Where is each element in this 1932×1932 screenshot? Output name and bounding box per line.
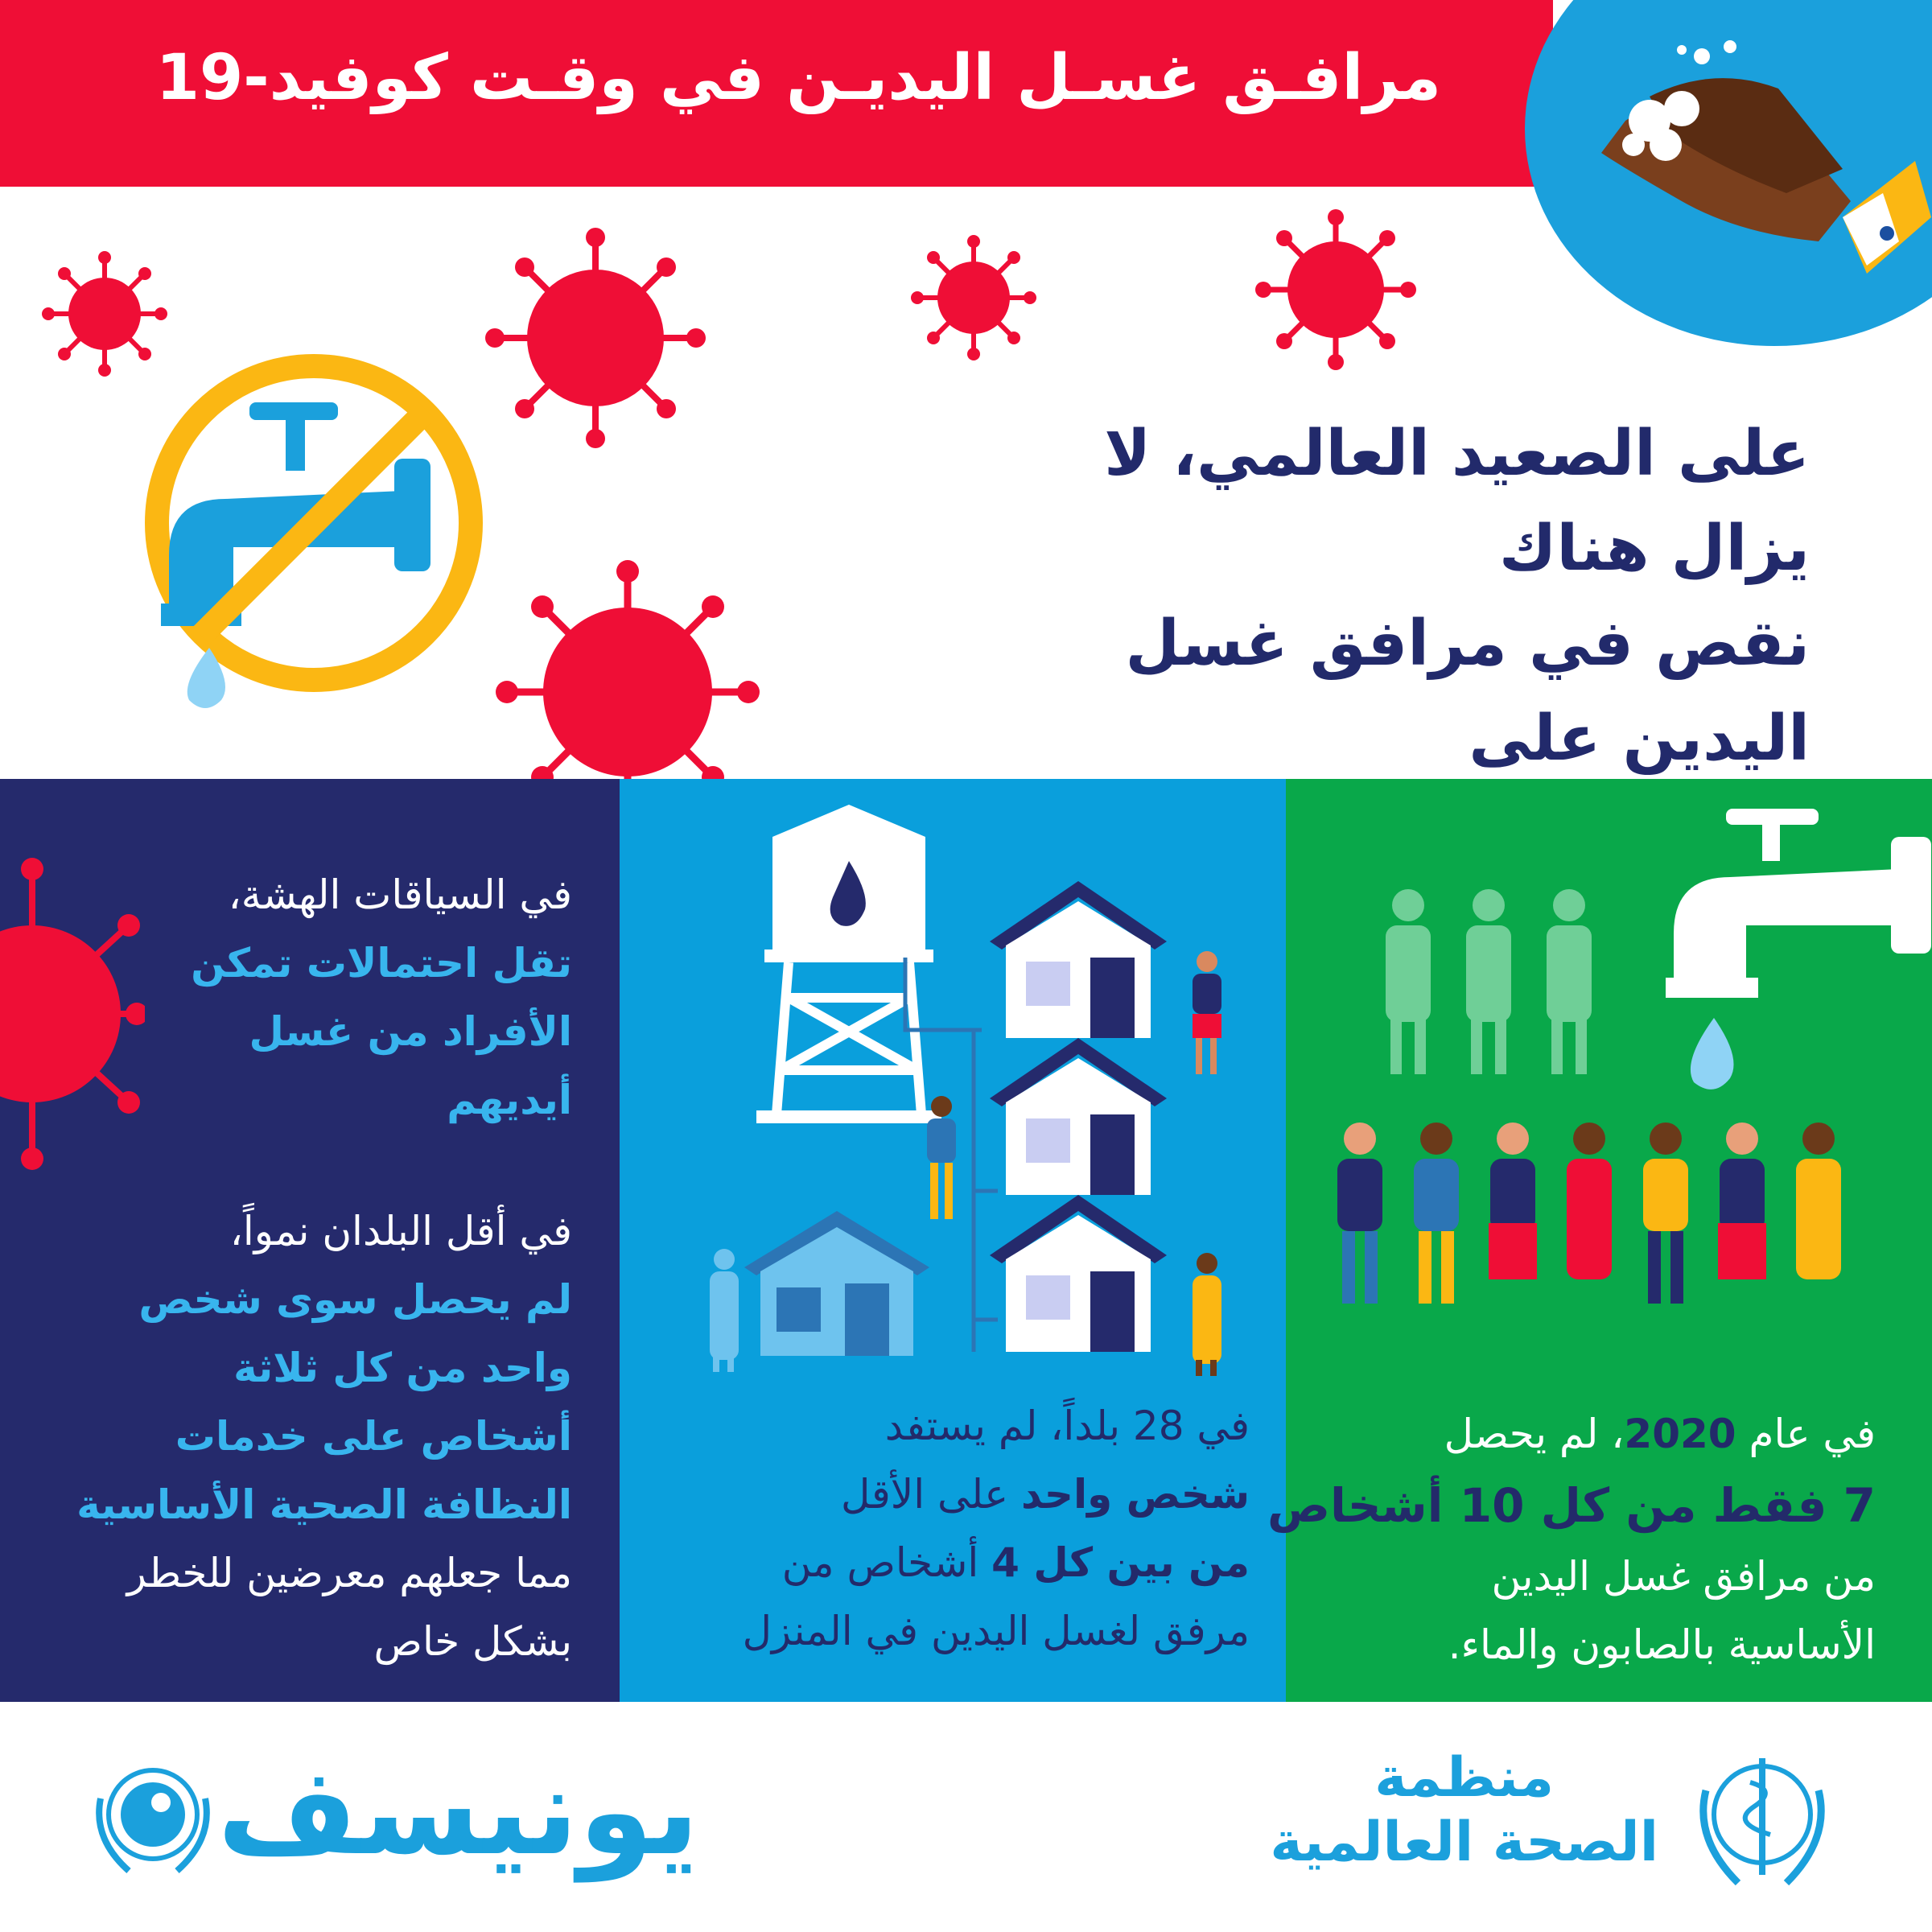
person-icon <box>1183 1251 1231 1380</box>
house-icon <box>990 1195 1167 1356</box>
mid-line-4: مرفق لغسل اليدين في المنزل <box>742 1608 1250 1654</box>
mid-line-2-bold: شخص واحد <box>1021 1471 1250 1518</box>
right-line-3: من مرافق غسل اليدين <box>1491 1553 1876 1600</box>
home-facilities-text <box>654 1392 1250 1666</box>
ldc-tail: مما جعلهم معرضين للخطر بشكل خاص <box>126 1550 572 1665</box>
hands-illustration <box>1577 32 1931 290</box>
fragile-line: في السياقات الهشة، <box>228 871 572 918</box>
ldc-highlight: لم يحصل سوى شخص واحد من كل ثلاثة أشخاص على خدمات النظافة الصحية الأساسية <box>76 1276 572 1528</box>
person-icon <box>917 1094 966 1223</box>
right-line-1-post: ، لم يحصل <box>1444 1411 1625 1457</box>
who-logo-text <box>1270 1746 1658 1875</box>
who-line-1: منظمة <box>1374 1746 1555 1810</box>
global-access-text <box>1264 1400 1876 1679</box>
person-icon <box>700 1247 748 1376</box>
virus-icon <box>1255 209 1416 370</box>
virus-icon <box>909 233 1038 362</box>
headline-line-2: نقص في مرافق غسل اليدين على <box>1125 608 1810 775</box>
headline-line-1: على الصعيد العالمي، لا يزال هناك <box>1104 418 1810 585</box>
house-icon <box>990 881 1167 1042</box>
faded-people-group <box>1368 885 1609 1078</box>
unicef-emblem-icon <box>80 1750 225 1887</box>
mid-line-1: في 28 بلداً، لم يستفد <box>884 1403 1250 1449</box>
house-icon <box>990 1038 1167 1199</box>
right-line-2: 7 فقط من كل 10 أشخاص <box>1267 1478 1876 1533</box>
mid-line-2-rest: على الأقل <box>840 1471 1009 1518</box>
right-year: 2020 <box>1624 1411 1736 1457</box>
people-group <box>1328 1118 1875 1312</box>
fragile-highlight: تقل احتمالات تمكن الأفراد من غسل أيديهم <box>191 940 572 1123</box>
unicef-logo-text: يونيسف <box>217 1742 700 1882</box>
right-line-1-pre: في عام <box>1749 1411 1876 1457</box>
mid-line-3-rest: أشخاص من <box>781 1539 979 1586</box>
ldc-line: في أقل البلدان نمواً، <box>229 1208 572 1254</box>
who-line-2: الصحة العالمية <box>1270 1810 1658 1874</box>
fragile-contexts-text <box>122 861 572 1135</box>
right-line-4: الأساسية بالصابون والماء. <box>1448 1621 1876 1668</box>
who-emblem-icon <box>1682 1742 1843 1895</box>
least-developed-text <box>73 1197 572 1676</box>
no-tap-icon <box>137 346 491 716</box>
virus-icon <box>483 225 708 451</box>
page-title: مرافـق غسـل اليديـن في وقـت كوفيد-19 <box>155 42 1441 114</box>
tap-icon <box>1666 797 1931 1102</box>
mid-line-3-bold: من بين كل 4 <box>991 1539 1250 1586</box>
person-icon <box>1183 950 1231 1078</box>
